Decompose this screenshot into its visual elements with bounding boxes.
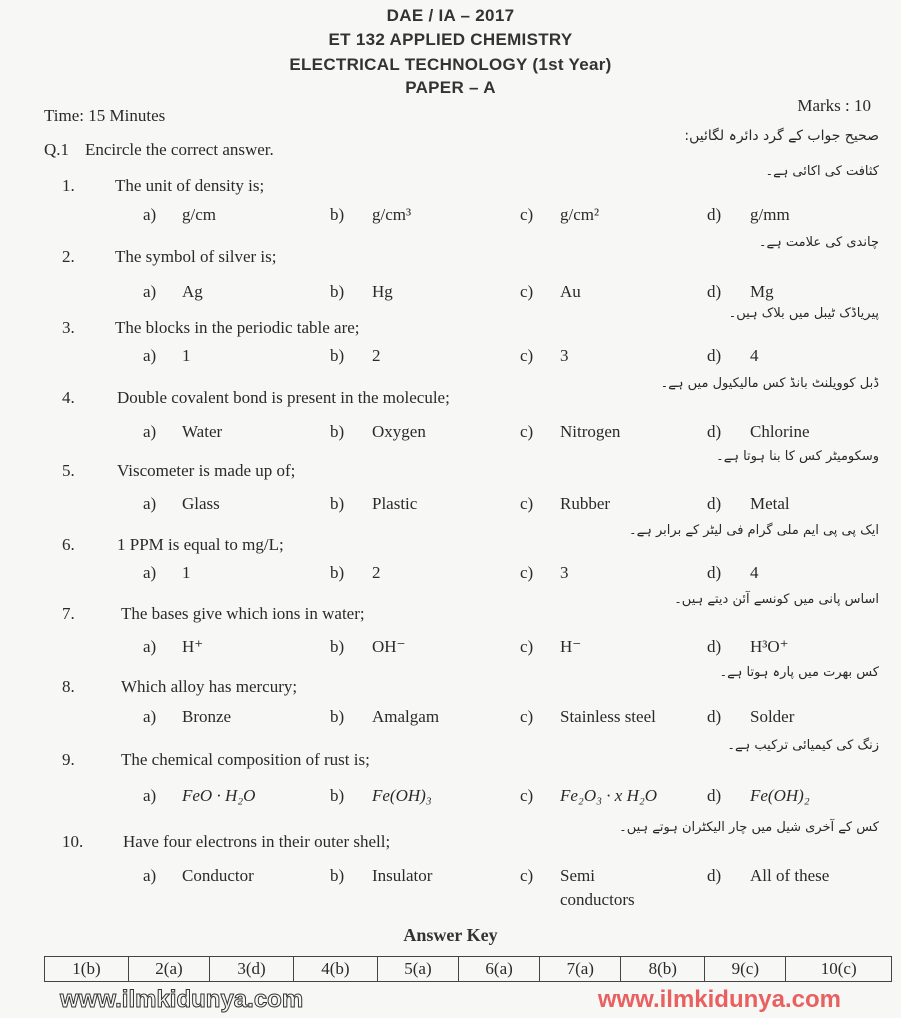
option-d: 4 xyxy=(750,346,759,365)
option-label: c) xyxy=(520,205,534,224)
option-label: d) xyxy=(707,346,722,365)
option-label: d) xyxy=(707,637,722,656)
question-number: 9. xyxy=(62,750,75,769)
answer-key-table xyxy=(44,956,892,982)
option-label: c) xyxy=(520,637,534,656)
option-label: d) xyxy=(707,707,722,726)
answer-key-cell: 3(d) xyxy=(210,957,294,982)
option-c: Nitrogen xyxy=(560,422,621,441)
option-d: Solder xyxy=(750,707,795,726)
option-d: Metal xyxy=(750,494,790,513)
option-b: OH⁻ xyxy=(372,637,406,656)
option-label: d) xyxy=(707,205,722,224)
instruction-text: Encircle the correct answer. xyxy=(85,140,274,159)
option-label: a) xyxy=(143,786,157,805)
option-d: Mg xyxy=(750,282,774,301)
option-label: b) xyxy=(330,707,345,726)
option-d: H³O⁺ xyxy=(750,637,789,656)
option-label: b) xyxy=(330,637,345,656)
option-label: c) xyxy=(520,422,534,441)
time-allowed: Time: 15 Minutes xyxy=(44,106,166,125)
option-b: Amalgam xyxy=(372,707,440,726)
answer-key-cell: 10(c) xyxy=(786,957,892,982)
option-b: g/cm³ xyxy=(372,205,412,224)
option-label: a) xyxy=(143,707,157,726)
question-text: The blocks in the periodic table are; xyxy=(115,318,360,337)
question-urdu: کثافت کی اکائی ہے۔ xyxy=(765,164,879,179)
option-label: b) xyxy=(330,494,345,513)
option-label: a) xyxy=(143,563,157,582)
option-label: c) xyxy=(520,494,534,513)
option-c: g/cm² xyxy=(560,205,600,224)
question-number: 6. xyxy=(62,535,75,554)
option-label: d) xyxy=(707,563,722,582)
option-label: d) xyxy=(707,866,722,885)
option-label: c) xyxy=(520,786,534,805)
question-urdu: ایک پی پی ایم ملی گرام فی لیٹر کے برابر ہے۔ xyxy=(629,523,879,538)
program-title: ELECTRICAL TECHNOLOGY (1st Year) xyxy=(289,55,612,74)
option-c: Au xyxy=(560,282,581,301)
course-title: ET 132 APPLIED CHEMISTRY xyxy=(328,30,573,49)
exam-title: DAE / IA – 2017 xyxy=(386,6,515,25)
option-d: Fe(OH)₂ xyxy=(750,786,810,805)
option-c: 3 xyxy=(560,563,569,582)
option-label: b) xyxy=(330,563,345,582)
option-b: Hg xyxy=(372,282,393,301)
question-urdu: اساس پانی میں کونسے آئن دیتے ہیں۔ xyxy=(674,592,879,607)
answer-key-cell: 9(c) xyxy=(705,957,786,982)
option-label: a) xyxy=(143,282,157,301)
option-c: 3 xyxy=(560,346,569,365)
question-urdu: ڈبل کوویلنٹ بانڈ کس مالیکیول میں ہے۔ xyxy=(660,376,879,391)
question-urdu: وسکومیٹر کس کا بنا ہوتا ہے۔ xyxy=(716,449,879,464)
question-text: Which alloy has mercury; xyxy=(121,677,298,696)
option-label: d) xyxy=(707,422,722,441)
option-a: Water xyxy=(182,422,223,441)
option-label: c) xyxy=(520,707,534,726)
option-a: 1 xyxy=(182,563,191,582)
option-label: c) xyxy=(520,866,534,885)
option-label: d) xyxy=(707,282,722,301)
option-label: a) xyxy=(143,346,157,365)
option-b: Insulator xyxy=(372,866,433,885)
option-label: c) xyxy=(520,346,534,365)
option-label: b) xyxy=(330,866,345,885)
option-c: Semi conductors xyxy=(560,866,635,909)
question-number: 4. xyxy=(62,388,75,407)
question-text: Viscometer is made up of; xyxy=(117,461,296,480)
option-b: 2 xyxy=(372,346,381,365)
answer-key-cell: 1(b) xyxy=(45,957,129,982)
instruction-urdu: صحیح جواب کے گرد دائرہ لگائیں: xyxy=(684,128,879,144)
option-label: d) xyxy=(707,786,722,805)
option-label: d) xyxy=(707,494,722,513)
question-number: 2. xyxy=(62,247,75,266)
answer-key-cell: 2(a) xyxy=(128,957,209,982)
option-d: g/mm xyxy=(750,205,790,224)
option-a: 1 xyxy=(182,346,191,365)
option-label: a) xyxy=(143,866,157,885)
question-urdu: چاندی کی علامت ہے۔ xyxy=(758,235,879,250)
question-number: 1. xyxy=(62,176,75,195)
question-urdu: زنگ کی کیمیائی ترکیب ہے۔ xyxy=(727,738,879,753)
option-a: H⁺ xyxy=(182,637,204,656)
question-text: The bases give which ions in water; xyxy=(121,604,365,623)
question-urdu: کس کے آخری شیل میں چار الیکٹران ہوتے ہیں۔ xyxy=(619,820,879,835)
total-marks: Marks : 10 xyxy=(797,96,871,115)
answer-key-cell: 4(b) xyxy=(293,957,377,982)
option-label: b) xyxy=(330,346,345,365)
option-c: Fe₂O₃ · x H₂O xyxy=(560,786,658,805)
option-a: Ag xyxy=(182,282,203,301)
question-number: Q.1 xyxy=(44,140,70,159)
question-text: Have four electrons in their outer shell; xyxy=(123,832,391,851)
question-text: Double covalent bond is present in the molecule; xyxy=(117,388,450,407)
answer-key-title: Answer Key xyxy=(403,925,498,945)
option-b: Oxygen xyxy=(372,422,426,441)
option-a: Bronze xyxy=(182,707,232,726)
option-d: Chlorine xyxy=(750,422,810,441)
question-urdu: کس بھرت میں پارہ ہوتا ہے۔ xyxy=(719,665,879,680)
option-a: Glass xyxy=(182,494,220,513)
option-c: Stainless steel xyxy=(560,707,656,726)
option-label: a) xyxy=(143,205,157,224)
watermark-outline: www.ilmkidunya.com xyxy=(60,986,304,1013)
option-b: Plastic xyxy=(372,494,418,513)
question-text: The unit of density is; xyxy=(115,176,265,195)
option-label: b) xyxy=(330,282,345,301)
option-label: a) xyxy=(143,494,157,513)
question-number: 10. xyxy=(62,832,84,851)
question-text: 1 PPM is equal to mg/L; xyxy=(117,535,284,554)
option-d: 4 xyxy=(750,563,759,582)
option-a: Conductor xyxy=(182,866,254,885)
option-b: 2 xyxy=(372,563,381,582)
option-label: c) xyxy=(520,282,534,301)
option-b: Fe(OH)₃ xyxy=(372,786,432,805)
option-label: a) xyxy=(143,637,157,656)
option-label: b) xyxy=(330,205,345,224)
option-label: b) xyxy=(330,422,345,441)
question-number: 5. xyxy=(62,461,75,480)
question-text: The symbol of silver is; xyxy=(115,247,277,266)
question-number: 7. xyxy=(62,604,75,623)
watermark-red: www.ilmkidunya.com xyxy=(597,986,841,1013)
answer-key-cell: 8(b) xyxy=(621,957,705,982)
question-urdu: پیریاڈک ٹیبل میں بلاک ہیں۔ xyxy=(728,306,879,321)
option-c: H⁻ xyxy=(560,637,582,656)
answer-key-cell: 5(a) xyxy=(377,957,458,982)
option-label: a) xyxy=(143,422,157,441)
option-d: All of these xyxy=(750,866,830,885)
option-c: Rubber xyxy=(560,494,611,513)
question-text: The chemical composition of rust is; xyxy=(121,750,370,769)
answer-key-cell: 6(a) xyxy=(459,957,540,982)
question-number: 8. xyxy=(62,677,75,696)
option-a: g/cm xyxy=(182,205,216,224)
option-label: c) xyxy=(520,563,534,582)
paper-label: PAPER – A xyxy=(405,78,496,97)
question-number: 3. xyxy=(62,318,75,337)
option-label: b) xyxy=(330,786,345,805)
option-a: FeO · H₂O xyxy=(182,786,256,805)
answer-key-cell: 7(a) xyxy=(540,957,621,982)
answer-key-row xyxy=(45,957,892,982)
